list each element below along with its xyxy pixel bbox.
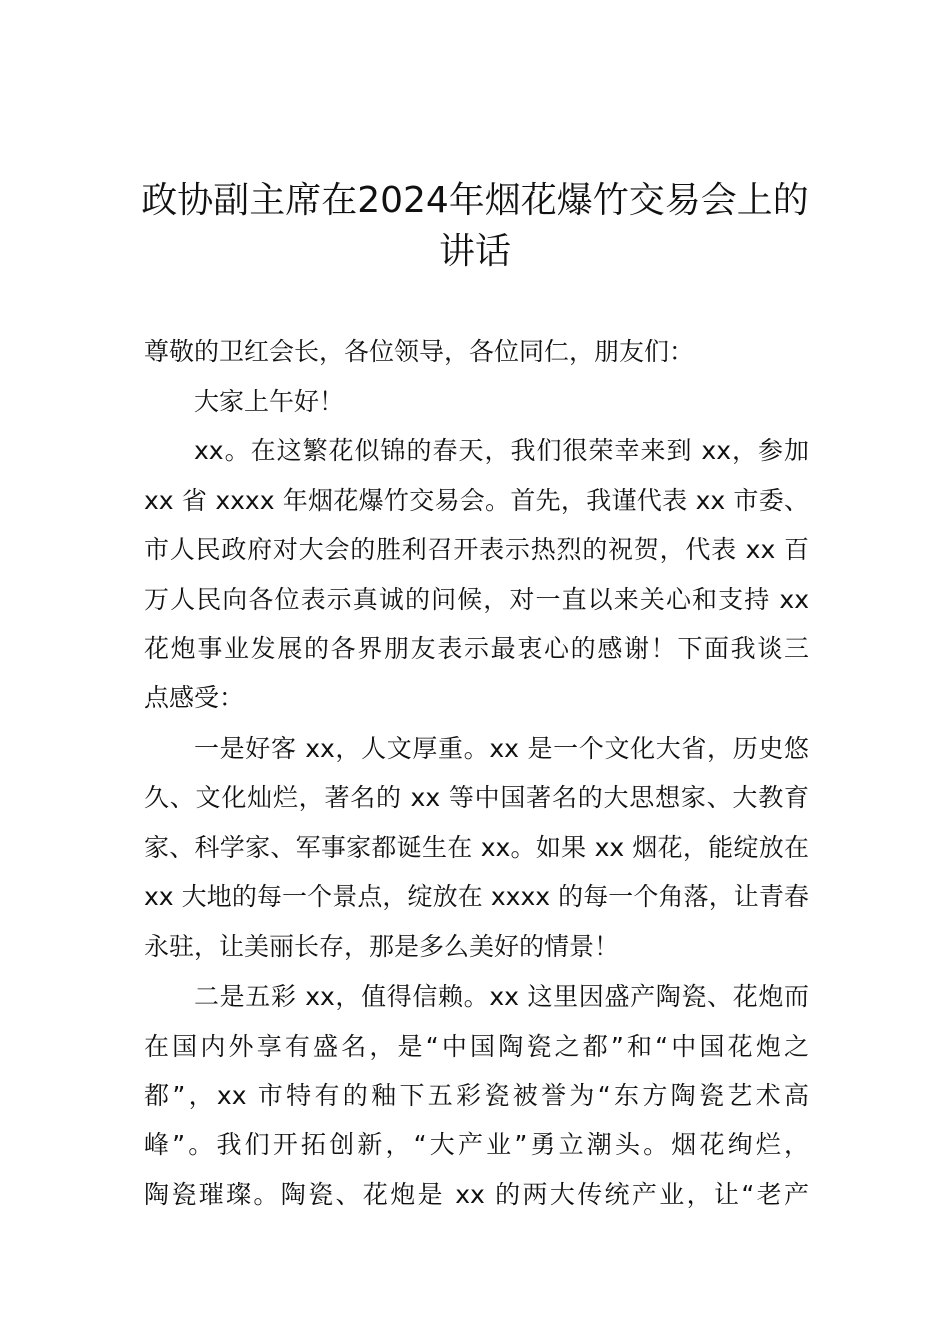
paragraph-3-line: 陶瓷璀璨。陶瓷、花炮是 xx 的两大传统产业，让“老产	[144, 1180, 809, 1209]
document-title-line-1: 政协副主席在2024年烟花爆竹交易会上的	[141, 180, 809, 221]
paragraph-1-line: 万人民向各位表示真诚的问候，对一直以来关心和支持 xx	[144, 585, 809, 614]
paragraph-1-line: xx 省 xxxx 年烟花爆竹交易会。首先，我谨代表 xx 市委、	[144, 486, 809, 515]
paragraph-1-line: 点感受：	[144, 683, 245, 712]
document-title-line-2: 讲话	[438, 231, 511, 272]
paragraph-2-line: xx 大地的每一个景点，绽放在 xxxx 的每一个角落，让青春	[144, 882, 809, 911]
paragraph-2-line: 一是好客 xx，人文厚重。xx 是一个文化大省，历史悠	[194, 734, 809, 763]
paragraph-1-line: 市人民政府对大会的胜利召开表示热烈的祝贺，代表 xx 百	[144, 535, 809, 564]
paragraph-2-line: 永驻，让美丽长存，那是多么美好的情景！	[144, 932, 620, 961]
paragraph-3-line: 都”，xx 市特有的釉下五彩瓷被誉为“东方陶瓷艺术高	[144, 1081, 809, 1110]
paragraph-3-line: 二是五彩 xx，值得信赖。xx 这里因盛产陶瓷、花炮而	[194, 982, 809, 1011]
paragraph-1-line: 花炮事业发展的各界朋友表示最衷心的感谢！下面我谈三	[144, 634, 809, 663]
salutation: 尊敬的卫红会长，各位领导，各位同仁，朋友们：	[144, 337, 695, 366]
paragraph-3-line: 在国内外享有盛名，是“中国陶瓷之都”和“中国花炮之	[144, 1032, 809, 1061]
paragraph-2-line: 久、文化灿烂，著名的 xx 等中国著名的大思想家、大教育	[144, 783, 809, 812]
paragraph-3-line: 峰”。我们开拓创新，“大产业”勇立潮头。烟花绚烂，	[144, 1130, 809, 1159]
paragraph-2-line: 家、科学家、军事家都诞生在 xx。如果 xx 烟花，能绽放在	[144, 833, 809, 862]
paragraph-1-line: xx。在这繁花似锦的春天，我们很荣幸来到 xx，参加	[194, 436, 809, 465]
greeting: 大家上午好！	[194, 387, 345, 416]
